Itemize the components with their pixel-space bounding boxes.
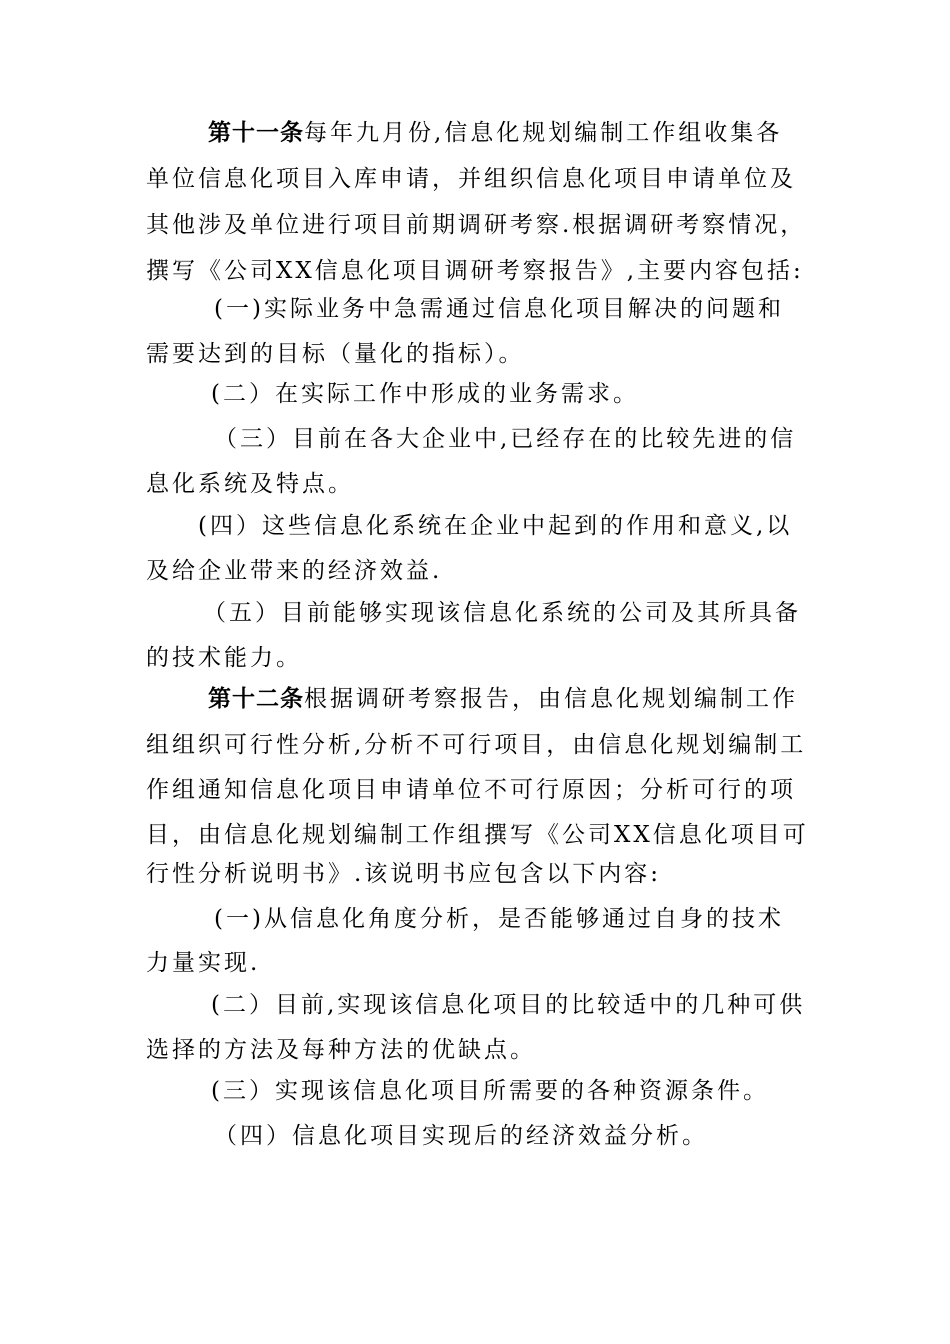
article-11-item-5-line: 的技术能力。 <box>146 645 302 671</box>
article-11-item-1-line: (一)实际业务中急需通过信息化项目解决的问题和 <box>214 296 784 322</box>
article-11-intro-line: 撰写《公司XX信息化项目调研考察报告》,主要内容包括: <box>146 258 804 284</box>
article-11-intro-line: 单位信息化项目入库申请，并组织信息化项目申请单位及 <box>146 166 796 192</box>
article-12-intro-line: 作组通知信息化项目申请单位不可行原因；分析可行的项 <box>146 777 796 803</box>
article-12-heading: 第十二条 <box>208 685 304 712</box>
article-12-intro-line: 组组织可行性分析,分析不可行项目，由信息化规划编制工 <box>146 732 807 758</box>
article-12-item-2-line: 选择的方法及每种方法的优缺点。 <box>146 1037 536 1063</box>
article-12-intro-line: 根据调研考察报告，由信息化规划编制工作 <box>304 686 798 712</box>
article-11-item-3-line: （三）目前在各大企业中,已经存在的比较先进的信 <box>214 426 797 452</box>
article-11-item-1-line: 需要达到的目标（量化的指标）。 <box>146 341 525 367</box>
article-12-item-1-line: 力量实现. <box>146 950 261 976</box>
article-12-first-line <box>208 684 868 714</box>
article-11-item-2-line: (二）在实际工作中形成的业务需求。 <box>211 381 639 407</box>
article-12-item-3-line: (三）实现该信息化项目所需要的各种资源条件。 <box>211 1078 769 1104</box>
article-12-item-2-line: (二）目前,实现该信息化项目的比较适中的几种可供 <box>211 992 806 1018</box>
article-11-heading: 第十一条 <box>208 119 304 146</box>
article-12-intro-line: 目，由信息化规划编制工作组撰写《公司XX信息化项目可 <box>146 822 809 848</box>
article-11-intro-line: 其他涉及单位进行项目前期调研考察.根据调研考察情况， <box>146 212 807 238</box>
article-11-intro-line: 每年九月份,信息化规划编制工作组收集各 <box>304 120 783 146</box>
article-11-item-4-line: (四）这些信息化系统在企业中起到的作用和意义,以 <box>198 513 793 539</box>
article-11-item-4-line: 及给企业带来的经济效益. <box>146 558 443 584</box>
article-11-first-line <box>208 118 868 148</box>
article-11-item-5-line: （五）目前能够实现该信息化系统的公司及其所具备 <box>203 600 801 626</box>
article-12-intro-line: 行性分析说明书》.该说明书应包含以下内容: <box>146 861 662 887</box>
article-12-item-4-line: （四）信息化项目实现后的经济效益分析。 <box>214 1123 708 1149</box>
article-12-item-1-line: (一)从信息化角度分析，是否能够通过自身的技术 <box>214 906 784 932</box>
article-11-item-3-line: 息化系统及特点。 <box>146 471 354 497</box>
